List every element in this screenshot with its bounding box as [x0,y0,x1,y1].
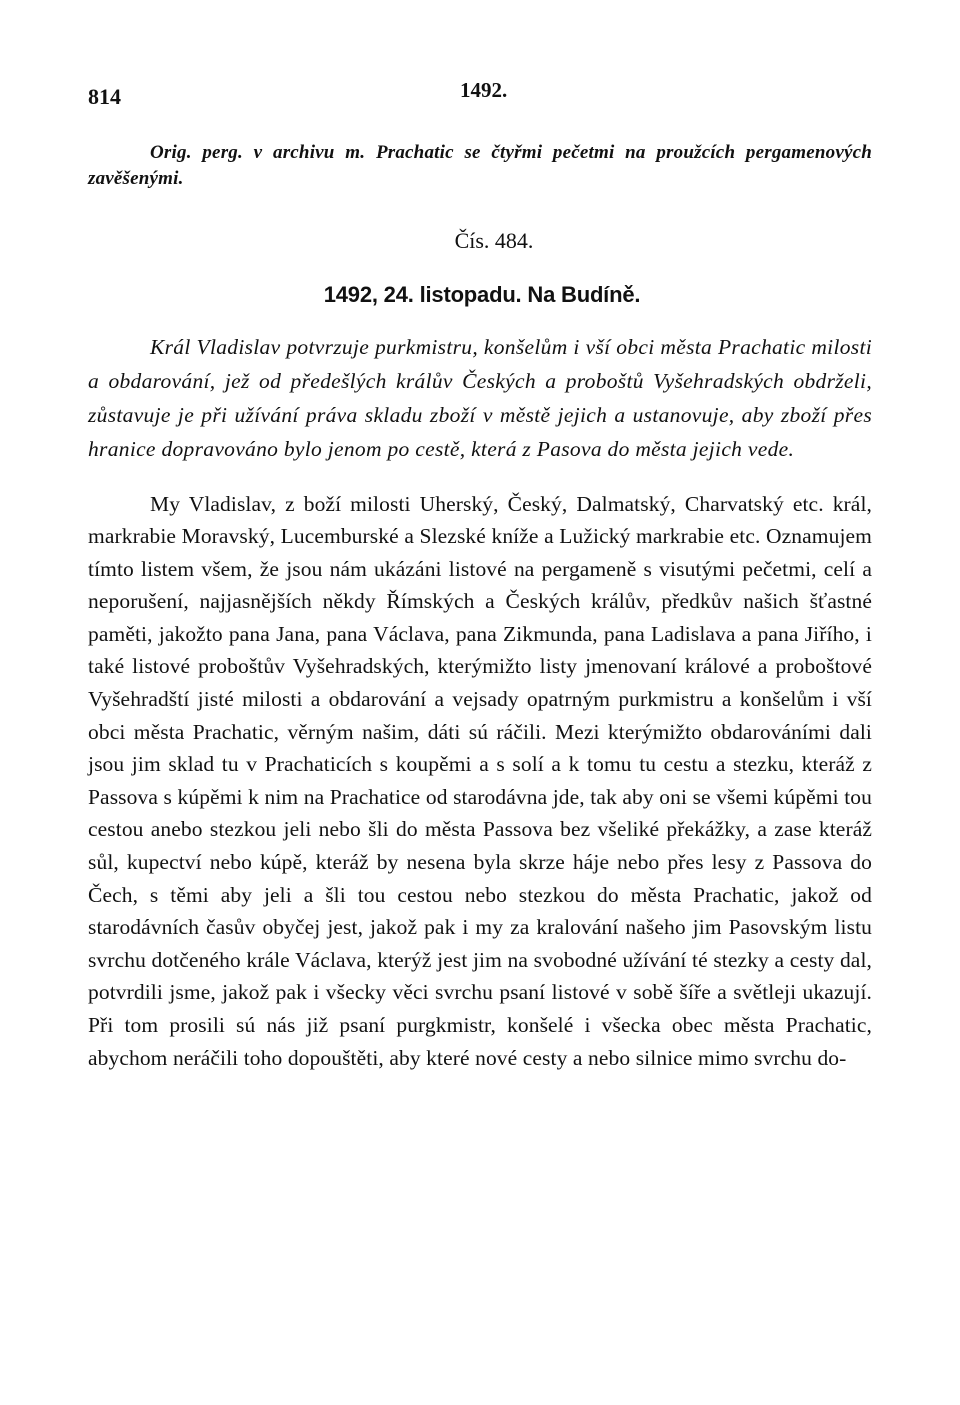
page-number: 814 [88,84,121,109]
document-text: My Vladislav, z boží milosti Uherský, Český, Dalmatský, Charvatský etc. král, markrabie Moravský, Lucemburské a Slezské kníže a Lužický markrabie etc. Oznamujem tímto listem všem, že jsou nám ukázáni listové na pergameně s visutými pečetmi, celí a neporušení, najjasnějších někdy Římských a Českých králův, předkův našich šťastné paměti, jakožto pana Jana, pana Václava, pana Zikmunda, pana Ladislava a pana Jiřího, i také listové proboštův Vyšehradských, kterýmižto listy jmenovaní králové a proboštové Vyšehradští jisté milosti a obdarování a vejsady opatrným purkmistru a konšelům i vší obci města Prachatic, věrným našim, dáti sú ráčili. Mezi kterýmižto obdarováními dali jsou jim sklad tu v Prachaticích s koupěmi a s solí a k tomu tu cestu a stezku, kteráž z Passova s kúpěmi k nim na Prachatice od starodávna jde, tak aby oni se všemi kúpěmi tou cestou anebo stezkou jeli nebo šli do města Passova bez všeliké překážky, a zase kteráž sůl, kupectví nebo kúpě, kteráž by nesena byla skrze háje nebo přes lesy z Passova do Čech, s těmi aby jeli a šli tou cestou nebo stezkou do města Prachatic, jakož od starodávních časův obyčej jest, jakož pak i my za kralování našeho jim Pasovským listu svrchu dotčeného krále Václava, kterýž jest jim na svobodné užívání té stezky a cesty dal, potvrdili jsme, jakož pak i všecky věci svrchu psaní listové v sobě šíře a světleji ukazují. Při tom prosili sú nás již psaní purgkmistr, konšelé i všecka obec města Prachatic, abychom neráčili toho dopouštěti, aby které nové cesty a nebo silnice mimo svrchu do- [88,491,872,1070]
document-number: Čís. 484. [454,228,534,253]
document-date-place: 1492, 24. listopadu. Na Budíně. [323,282,641,307]
book-page [88,78,872,1096]
document-regest: Král Vladislav potvrzuje purkmistru, konšelům i vší obci města Prachatic milosti a obdarování, jež od předešlých králův Českých a proboštů Vyšehradských obdrželi, zůstavuje je při užívání práva skladu zboží v městě jejich a ustanovuje, aby zboží přes hranice dopravováno bylo jenom po cestě, která z Pasova do města jejich vede. [88,335,872,461]
source-note: Orig. perg. v archivu m. Prachatic se čtyřmi pečetmi na proužcích pergamenových zavěšenými. [88,142,872,189]
running-head [88,78,872,118]
running-head-year: 1492. [460,78,508,102]
